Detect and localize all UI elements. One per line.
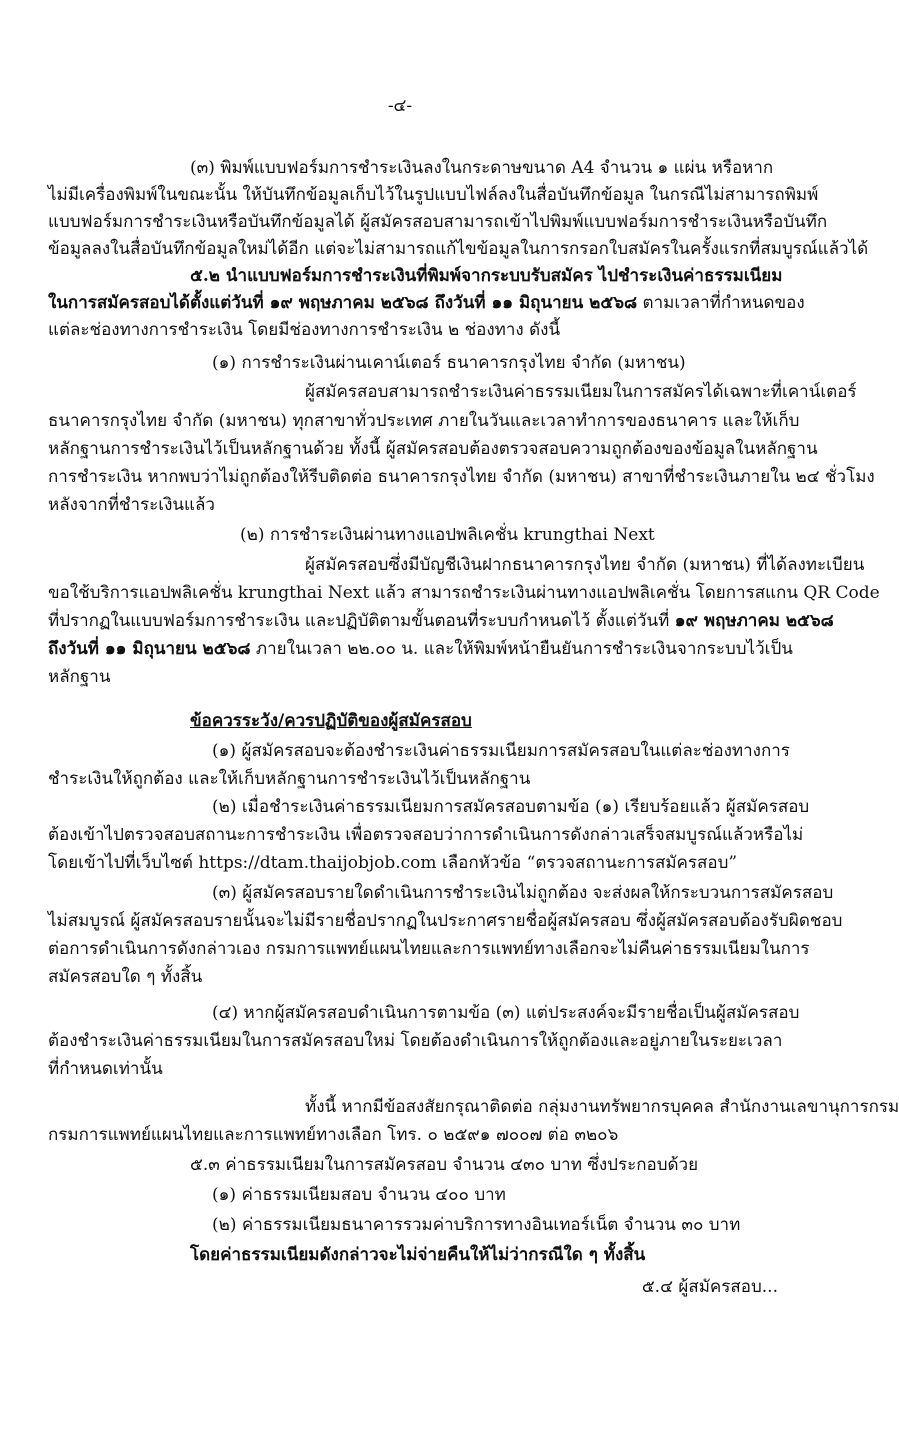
payment-period-rest: ตามเวลาที่กำหนดของ (637, 293, 805, 313)
fee-item-bank: (๒) ค่าธรรมเนียมธนาคารรวมค่าบริการทางอินเทอร์เน็ต จำนวน ๓๐ บาท (212, 1215, 741, 1235)
paragraph-line: (๔) หากผู้สมัครสอบดำเนินการตามข้อ (๓) แต่ประสงค์จะมีรายชื่อเป็นผู้สมัครสอบ (212, 1003, 800, 1023)
paragraph-line: แต่ละช่องทางการชำระเงิน โดยมีช่องทางการชำระเงิน ๒ ช่องทาง ดังนี้ (48, 320, 561, 340)
fee-item-exam: (๑) ค่าธรรมเนียมสอบ จำนวน ๔๐๐ บาท (212, 1185, 506, 1205)
paragraph-line (48, 290, 805, 318)
paragraph-line: ผู้สมัครสอบซึ่งมีบัญชีเงินฝากธนาคารกรุงไทย จำกัด (มหาชน) ที่ได้ลงทะเบียน (305, 555, 865, 575)
payment-channel-counter: (๑) การชำระเงินผ่านเคาน์เตอร์ ธนาคารกรุงไทย จำกัด (มหาชน) (212, 353, 686, 373)
status-check-url: โดยเข้าไปที่เว็บไซต์ https://dtam.thaijobjob.com เลือกหัวข้อ “ตรวจสถานะการสมัครสอบ” (48, 853, 738, 873)
paragraph-line: (๑) ผู้สมัครสอบจะต้องชำระเงินค่าธรรมเนียมการสมัครสอบในแต่ละช่องทางการ (212, 741, 790, 761)
paragraph-line: ไม่สมบูรณ์ ผู้สมัครสอบรายนั้นจะไม่มีรายชื่อปรากฏในประกาศรายชื่อผู้สมัครสอบ ซึ่งผู้สมัครสอบต้องรับผิดชอบ (48, 911, 843, 931)
paragraph-line: (๓) ผู้สมัครสอบรายใดดำเนินการชำระเงินไม่ถูกต้อง จะส่งผลให้กระบวนการสมัครสอบ (212, 883, 834, 903)
page-number: -๔- (387, 96, 413, 116)
paragraph-line: หลักฐาน (48, 667, 111, 687)
app-instructions: ที่ปรากฏในแบบฟอร์มการชำระเงิน และปฏิบัติตามขั้นตอนที่ระบบกำหนดไว้ ตั้งแต่วันที่ (48, 611, 675, 631)
paragraph-line: การชำระเงิน หากพบว่าไม่ถูกต้องให้รีบติดต่อ ธนาคารกรุงไทย จำกัด (มหาชน) สาขาที่ชำระเงินภายใน ๒๔ ชั่วโมง (48, 467, 875, 487)
paragraph-line: ต้องชำระเงินค่าธรรมเนียมในการสมัครสอบใหม่ โดยต้องดำเนินการให้ถูกต้องและอยู่ภายในระยะเวลา (48, 1031, 783, 1051)
paragraph-line: ที่กำหนดเท่านั้น (48, 1059, 163, 1079)
contact-info: ทั้งนี้ หากมีข้อสงสัยกรุณาติดต่อ กลุ่มงานทรัพยากรบุคคล สำนักงานเลขานุการกรม (305, 1097, 899, 1117)
payment-period-bold: ในการสมัครสอบได้ตั้งแต่วันที่ ๑๙ พฤษภาคม ๒๕๖๘ ถึงวันที่ ๑๑ มิถุนายน ๒๕๖๘ (48, 293, 638, 313)
paragraph-line: ชำระเงินให้ถูกต้อง และให้เก็บหลักฐานการชำระเงินไว้เป็นหลักฐาน (48, 769, 531, 789)
paragraph-line: (๒) เมื่อชำระเงินค่าธรรมเนียมการสมัครสอบตามข้อ (๑) เรียบร้อยแล้ว ผู้สมัครสอบ (212, 797, 810, 817)
paragraph-line: ไม่มีเครื่องพิมพ์ในขณะนั้น ให้บันทึกข้อมูลเก็บไว้ในรูปแบบไฟล์ลงในสื่อบันทึกข้อมูล ในกรณีไม่สามารถพิมพ์ (48, 185, 819, 205)
section-5-2-heading: ๕.๒ นำแบบฟอร์มการชำระเงินที่พิมพ์จากระบบรับสมัคร ไปชำระเงินค่าธรรมเนียม (190, 266, 783, 286)
payment-channel-app: (๒) การชำระเงินผ่านทางแอปพลิเคชั่น krungthai Next (240, 525, 655, 545)
continuation-marker: ๕.๔ ผู้สมัครสอบ... (641, 1277, 778, 1297)
contact-phone: กรมการแพทย์แผนไทยและการแพทย์ทางเลือก โทร. ๐ ๒๕๙๑ ๗๐๐๗ ต่อ ๓๒๐๖ (48, 1125, 619, 1145)
paragraph-line: ขอใช้บริการแอปพลิเคชั่น krungthai Next แล้ว สามารถชำระเงินผ่านทางแอปพลิเคชั่น โดยการสแกน QR Code (48, 583, 880, 603)
precautions-heading: ข้อควรระวัง/ควรปฏิบัติของผู้สมัครสอบ (190, 711, 472, 731)
paragraph-line: แบบฟอร์มการชำระเงินหรือบันทึกข้อมูลได้ ผู้สมัครสอบสามารถเข้าไปพิมพ์แบบฟอร์มการชำระเงินหรือบันทึก (48, 212, 828, 232)
deadline-rest: ภายในเวลา ๒๒.๐๐ น. และให้พิมพ์หน้ายืนยันการชำระเงินจากระบบไว้เป็น (250, 639, 793, 659)
paragraph-line: ผู้สมัครสอบสามารถชำระเงินค่าธรรมเนียมในการสมัครได้เฉพาะที่เคาน์เตอร์ (305, 382, 857, 402)
section-5-3-fee: ๕.๓ ค่าธรรมเนียมในการสมัครสอบ จำนวน ๔๓๐ บาท ซึ่งประกอบด้วย (190, 1155, 699, 1175)
paragraph-line: หลังจากที่ชำระเงินแล้ว (48, 495, 215, 515)
paragraph-line: ธนาคารกรุงไทย จำกัด (มหาชน) ทุกสาขาทั่วประเทศ ภายในวันและเวลาทำการของธนาคาร และให้เก็บ (48, 411, 800, 431)
paragraph-line (48, 608, 834, 636)
paragraph-line: สมัครสอบใด ๆ ทั้งสิ้น (48, 967, 203, 987)
paragraph-line: ต้องเข้าไปตรวจสอบสถานะการชำระเงิน เพื่อตรวจสอบว่าการดำเนินการดังกล่าวเสร็จสมบูรณ์แล้วหรือไม่ (48, 825, 804, 845)
paragraph-line: ต่อการดำเนินการดังกล่าวเอง กรมการแพทย์แผนไทยและการแพทย์ทางเลือกจะไม่คืนค่าธรรมเนียมในการ (48, 939, 810, 959)
paragraph-line (48, 636, 793, 664)
paragraph-line: (๓) พิมพ์แบบฟอร์มการชำระเงินลงในกระดาษขนาด A4 จำนวน ๑ แผ่น หรือหาก (190, 158, 774, 178)
start-date-bold: ๑๙ พฤษภาคม ๒๕๖๘ (674, 611, 834, 631)
paragraph-line: หลักฐานการชำระเงินไว้เป็นหลักฐานด้วย ทั้งนี้ ผู้สมัครสอบต้องตรวจสอบความถูกต้องของข้อมูลในหลักฐาน (48, 439, 818, 459)
no-refund-note: โดยค่าธรรมเนียมดังกล่าวจะไม่จ่ายคืนให้ไม่ว่ากรณีใด ๆ ทั้งสิ้น (190, 1245, 646, 1265)
paragraph-line: ข้อมูลลงในสื่อบันทึกข้อมูลใหม่ได้อีก แต่จะไม่สามารถแก้ไขข้อมูลในการกรอกใบสมัครในครั้งแรกที่สมบูรณ์แล้วได้ (48, 239, 869, 259)
end-date-bold: ถึงวันที่ ๑๑ มิถุนายน ๒๕๖๘ (48, 639, 251, 659)
